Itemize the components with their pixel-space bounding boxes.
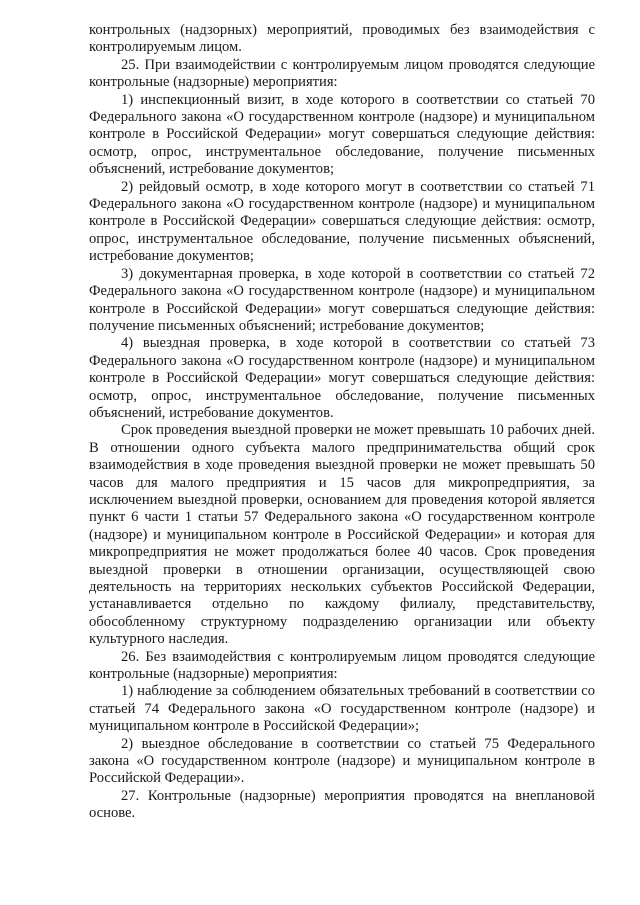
paragraph-item-25: 25. При взаимодействии с контролируемым лицом проводятся следующие контрольные (надзорные) мероприятия: — [89, 56, 595, 91]
paragraph-inspection-duration: Срок проведения выездной проверки не может превышать 10 рабочих дней. В отношении одного субъекта малого предпринимательства общий срок взаимодействия в ходе проведения выездной проверки не может превышать 50 часов для малого предприятия и 15 часов для микропредприятия, за исключением выездной проверки, основанием для проведения которой является пункт 6 части 1 статьи 57 Федерального закона «О государственном контроле (надзоре) и муниципальном контроле в Российской Федерации» и которая для микропредприятия не может продолжаться более 40 часов. Срок проведения выездной проверки в отношении организации, осуществляющей свою деятельность на территориях нескольких субъектов Российской Федерации, устанавливается отдельно по каждому филиалу, представительству, обособленному структурному подразделению организации или объекту культурного наследия. — [89, 422, 595, 648]
paragraph-26-subitem-1: 1) наблюдение за соблюдением обязательных требований в соответствии со статьей 74 Федерального закона «О государственном контроле (надзоре) и муниципальном контроле в Российской Федерации»; — [89, 683, 595, 735]
document-page — [89, 22, 595, 823]
paragraph-25-subitem-4: 4) выездная проверка, в ходе которой в соответствии со статьей 73 Федерального закона «О государственном контроле (надзоре) и муниципальном контроле в Российской Федерации» могут совершаться следующие действия: осмотр, опрос, инструментальное обследование, получение письменных объяснений, истребование документов. — [89, 335, 595, 421]
paragraph-26-subitem-2: 2) выездное обследование в соответствии со статьей 75 Федерального закона «О государственном контроле (надзоре) и муниципальном контроле в Российской Федерации». — [89, 735, 595, 787]
paragraph-continuation: контрольных (надзорных) мероприятий, проводимых без взаимодействия с контролируемым лицом. — [89, 22, 595, 56]
paragraph-25-subitem-1: 1) инспекционный визит, в ходе которого в соответствии со статьей 70 Федерального закона «О государственном контроле (надзоре) и муниципальном контроле в Российской Федерации» могут совершаться следующие действия: осмотр, опрос, инструментальное обследование, получение письменных объяснений, истребование документов; — [89, 91, 595, 178]
paragraph-item-27: 27. Контрольные (надзорные) мероприятия проводятся на внеплановой основе. — [89, 787, 595, 822]
paragraph-25-subitem-2: 2) рейдовый осмотр, в ходе которого могут в соответствии со статьей 71 Федерального закона «О государственном контроле (надзоре) и муниципальном контроле в Российской Федерации» совершаться следующие действия: осмотр, опрос, инструментальное обследование, получение письменных объяснений, истребование документов; — [89, 178, 595, 265]
paragraph-25-subitem-3: 3) документарная проверка, в ходе которой в соответствии со статьей 72 Федерального закона «О государственном контроле (надзоре) и муниципальном контроле в Российской Федерации» могут совершаться следующие действия: получение письменных объяснений; истребование документов; — [89, 265, 595, 334]
paragraph-item-26: 26. Без взаимодействия с контролируемым лицом проводятся следующие контрольные (надзорные) мероприятия: — [89, 648, 595, 683]
